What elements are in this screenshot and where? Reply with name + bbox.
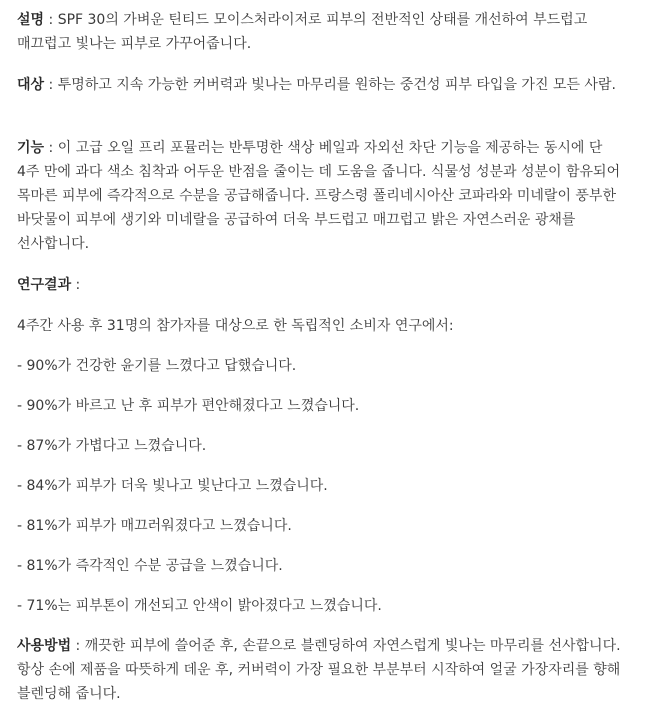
function-label: 기능 — [17, 140, 45, 156]
research-result-item: - 90%가 건강한 윤기를 느꼈다고 답했습니다. — [17, 358, 297, 374]
research-result-item: - 87%가 가볍다고 느꼈습니다. — [17, 438, 207, 454]
description-label: 설명 — [17, 12, 45, 28]
target-separator: : — [44, 77, 58, 93]
research-separator: : — [71, 277, 81, 293]
target-label: 대상 — [17, 77, 45, 93]
research-label: 연구결과 — [17, 277, 72, 293]
description-text: SPF 30의 가벼운 틴티드 모이스처라이저로 피부의 전반적인 상태를 개선하여 부드럽고 매끄럽고 빛나는 피부로 가꾸어줍니다. — [17, 12, 588, 52]
research-heading — [17, 273, 629, 297]
usage-text: 깨끗한 피부에 쓸어준 후, 손끝으로 블렌딩하여 자연스럽게 빛나는 마무리를 선사합니다. 항상 손에 제품을 따뜻하게 데운 후, 커버력이 가장 필요한 부분부터 시작하여 얼굴 가장자리를 향해 블렌딩해 줍니다. — [17, 638, 621, 702]
function-text: 이 고급 오일 프리 포뮬러는 반투명한 색상 베일과 자외선 차단 기능을 제공하는 동시에 단 4주 만에 과다 색소 침착과 어두운 반점을 줄이는 데 도움을 줍니다. 식물성 성분과 성분이 함유되어 목마른 피부에 즉각적으로 수분을 공급해줍니다. 프랑스령 폴리네시아산 코파라와 미네랄이 풍부한 바닷물이 피부에 생기와 미네랄을 공급하여 더욱 부드럽고 매끄럽고 밝은 자연스러운 광채를 선사합니다. — [17, 140, 621, 252]
target-text: 투명하고 지속 가능한 커버력과 빛나는 마무리를 원하는 중건성 피부 타입을 가진 모든 사람. — [57, 77, 616, 93]
function-paragraph — [17, 136, 629, 256]
usage-separator: : — [71, 638, 85, 654]
description-separator: : — [44, 12, 58, 28]
usage-label: 사용방법 — [17, 638, 72, 654]
research-result-item: - 84%가 피부가 더욱 빛나고 빛난다고 느꼈습니다. — [17, 478, 328, 494]
research-result-item: - 90%가 바르고 난 후 피부가 편안해졌다고 느꼈습니다. — [17, 398, 360, 414]
research-result-item: - 81%가 피부가 매끄러워졌다고 느꼈습니다. — [17, 518, 292, 534]
description-paragraph — [17, 8, 629, 56]
research-intro: 4주간 사용 후 31명의 참가자를 대상으로 한 독립적인 소비자 연구에서: — [17, 318, 454, 334]
function-separator: : — [44, 140, 58, 156]
usage-paragraph — [17, 634, 629, 706]
target-paragraph — [17, 73, 629, 97]
research-result-item: - 71%는 피부톤이 개선되고 안색이 밝아졌다고 느꼈습니다. — [17, 598, 382, 614]
research-result-item: - 81%가 즉각적인 수분 공급을 느꼈습니다. — [17, 558, 283, 574]
